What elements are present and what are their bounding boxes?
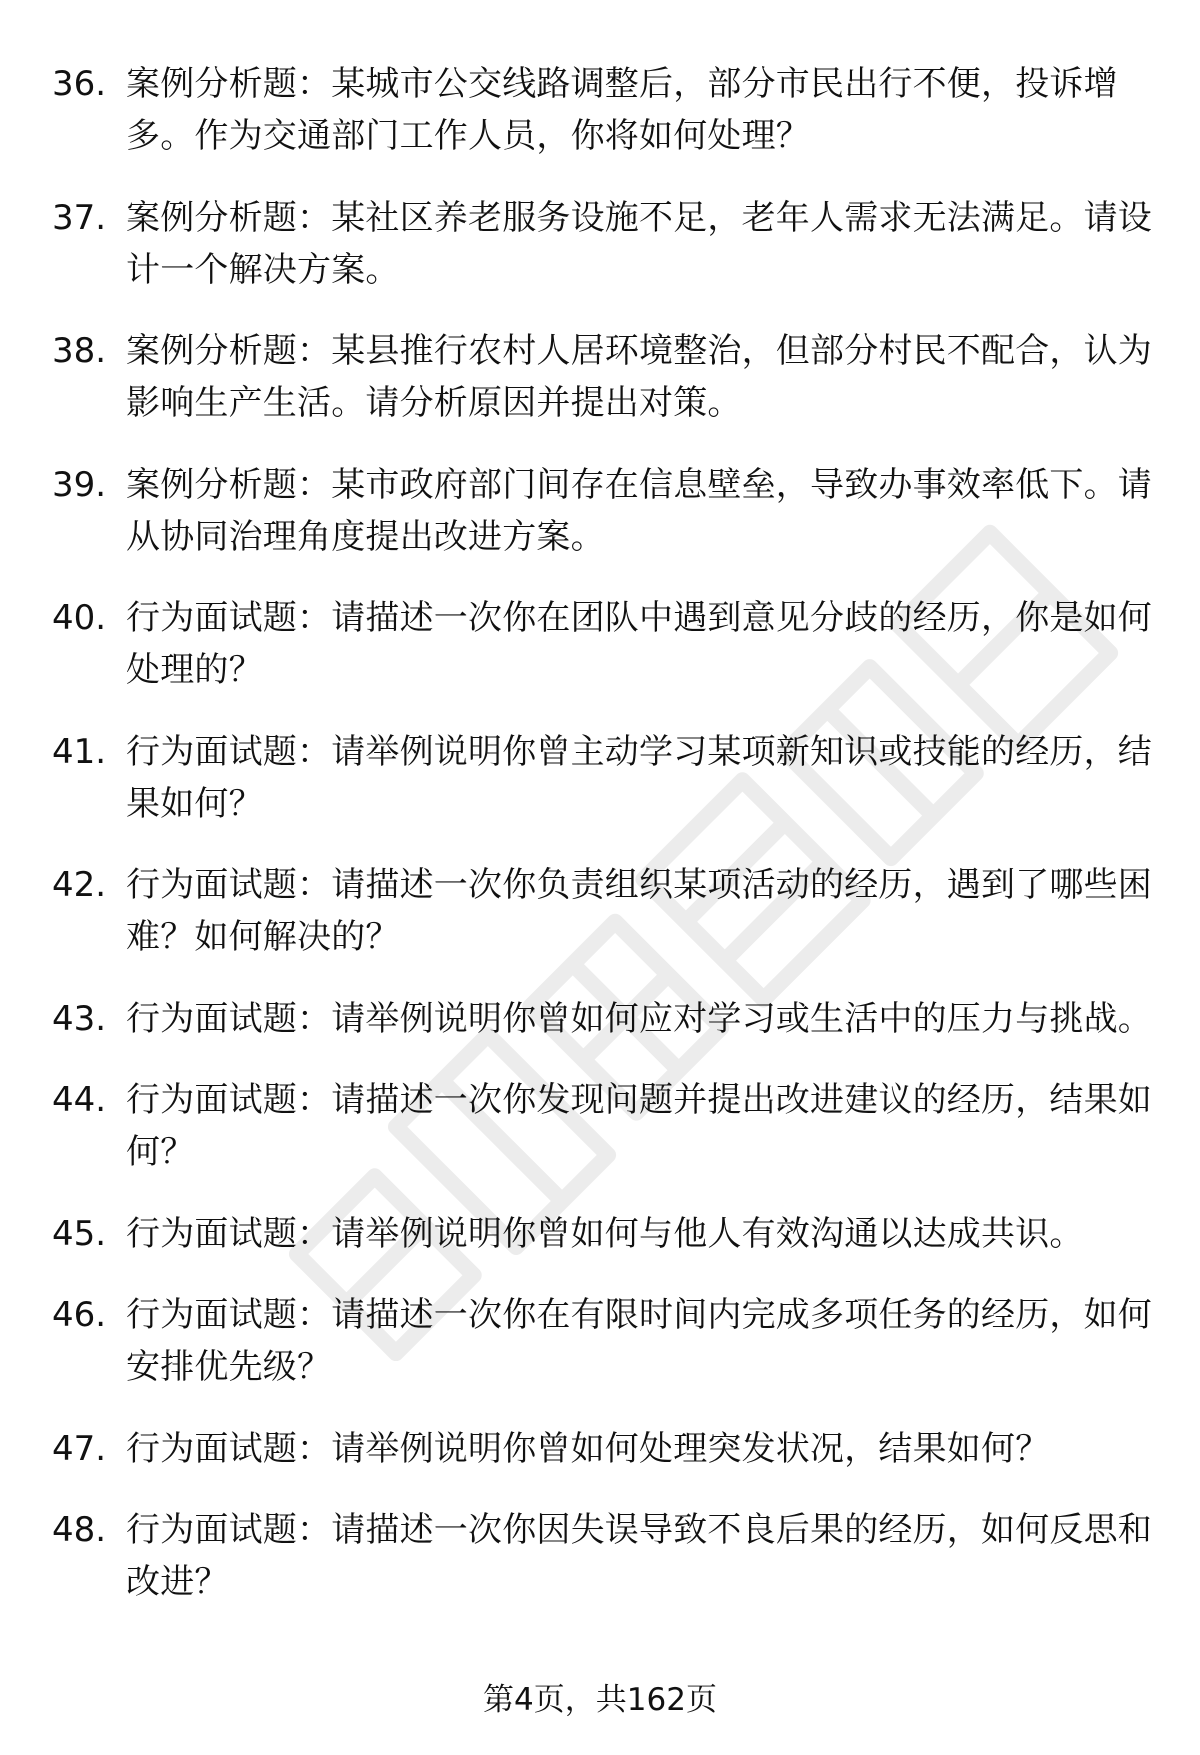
question-number: 45. xyxy=(52,1213,107,1254)
question-text: 行为面试题：请举例说明你曾主动学习某项新知识或技能的经历，结果如何？ xyxy=(126,731,1152,824)
question-item xyxy=(52,1208,1152,1260)
question-number: 43. xyxy=(52,998,107,1039)
question-text: 行为面试题：请描述一次你负责组织某项活动的经历，遇到了哪些困难？如何解决的？ xyxy=(126,865,1152,957)
question-number: 41. xyxy=(52,731,107,772)
question-item xyxy=(52,1074,1152,1178)
question-text: 行为面试题：请举例说明你曾如何应对学习或生活中的压力与挑战。 xyxy=(126,998,1152,1039)
question-item xyxy=(52,325,1152,429)
question-number: 40. xyxy=(52,598,107,638)
question-text: 案例分析题：某社区养老服务设施不足，老年人需求无法满足。请设计一个解决方案。 xyxy=(126,197,1152,290)
question-number: 47. xyxy=(52,1428,107,1469)
question-number: 38. xyxy=(52,331,107,371)
question-text: 行为面试题：请描述一次你在有限时间内完成多项任务的经历，如何安排优先级？ xyxy=(126,1295,1152,1387)
question-item xyxy=(52,58,1152,162)
question-item xyxy=(52,726,1152,830)
question-text: 行为面试题：请举例说明你曾如何与他人有效沟通以达成共识。 xyxy=(126,1213,1084,1254)
question-text: 案例分析题：某城市公交线路调整后，部分市民出行不便，投诉增多。作为交通部门工作人员，你将如何处理？ xyxy=(126,64,1118,156)
question-list xyxy=(52,58,1152,1638)
question-number: 37. xyxy=(52,197,107,238)
question-item xyxy=(52,1504,1152,1608)
question-item xyxy=(52,1289,1152,1393)
question-text: 行为面试题：请举例说明你曾如何处理突发状况，结果如何？ xyxy=(126,1428,1050,1469)
question-text: 行为面试题：请描述一次你在团队中遇到意见分歧的经历，你是如何处理的？ xyxy=(126,598,1152,690)
question-item xyxy=(52,1423,1152,1475)
question-number: 48. xyxy=(52,1510,107,1550)
page-footer: 第4页，共162页 xyxy=(483,1682,717,1718)
question-number: 46. xyxy=(52,1295,107,1335)
question-number: 39. xyxy=(52,464,107,505)
question-number: 44. xyxy=(52,1080,107,1120)
question-item xyxy=(52,192,1152,296)
question-number: 36. xyxy=(52,64,107,104)
question-text: 行为面试题：请描述一次你发现问题并提出改进建议的经历，结果如何？ xyxy=(126,1080,1152,1172)
question-item xyxy=(52,459,1152,563)
question-item xyxy=(52,993,1152,1045)
question-text: 行为面试题：请描述一次你因失误导致不良后果的经历，如何反思和改进？ xyxy=(126,1510,1152,1602)
question-number: 42. xyxy=(52,865,107,905)
question-item xyxy=(52,592,1152,696)
question-text: 案例分析题：某市政府部门间存在信息壁垒，导致办事效率低下。请从协同治理角度提出改进方案。 xyxy=(126,464,1152,557)
question-text: 案例分析题：某县推行农村人居环境整治，但部分村民不配合，认为影响生产生活。请分析原因并提出对策。 xyxy=(126,331,1152,423)
question-item xyxy=(52,859,1152,963)
